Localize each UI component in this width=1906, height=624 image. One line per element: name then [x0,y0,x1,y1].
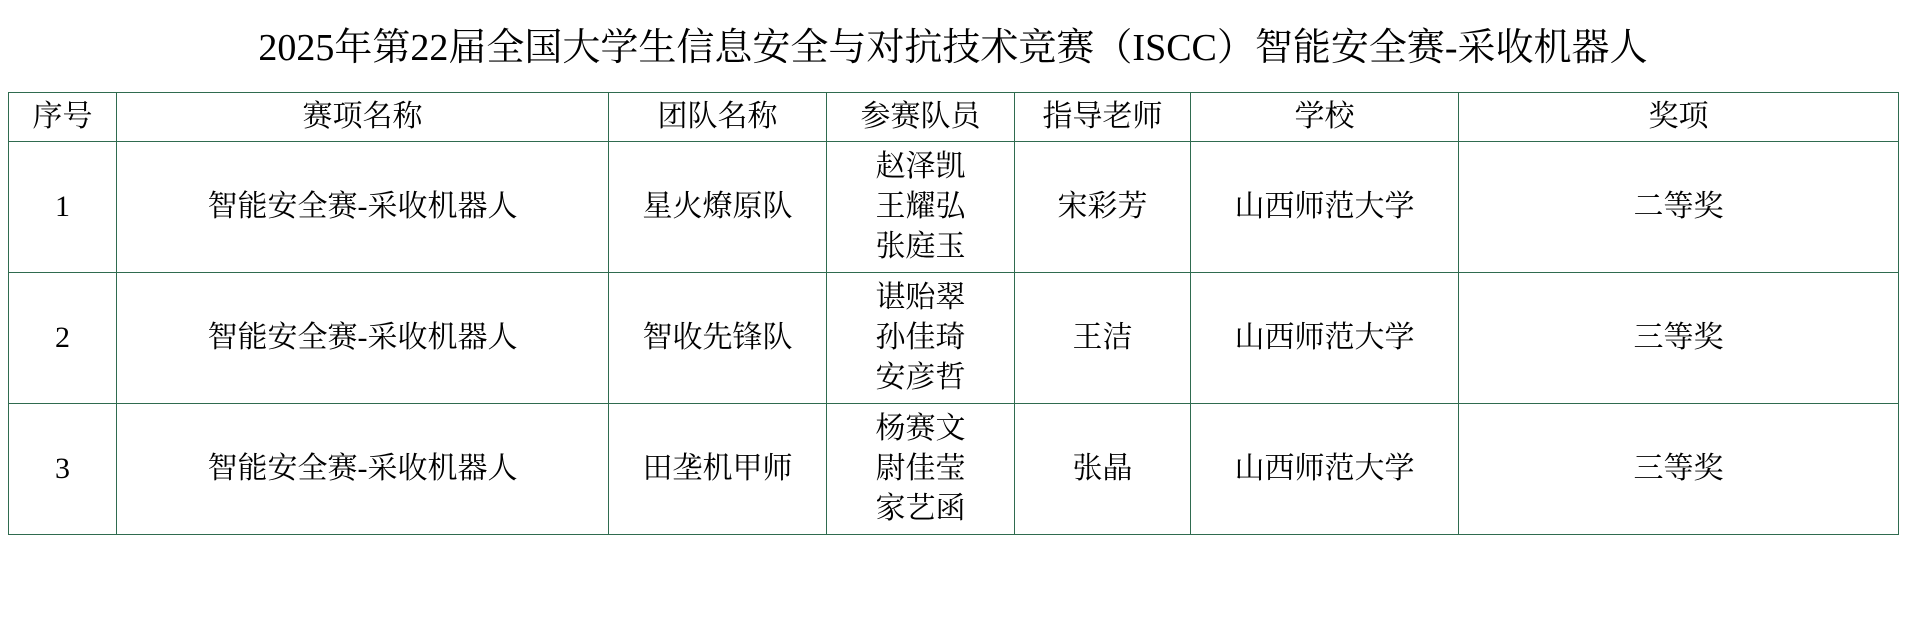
member-name: 杨赛文 [875,411,966,445]
member-name: 谌贻翠 [875,280,966,314]
table-header-row [9,92,1899,141]
cell-teacher: 王洁 [1015,272,1191,403]
cell-award: 二等奖 [1459,141,1899,272]
cell-no: 2 [9,272,117,403]
column-header-no: 序号 [9,92,117,141]
cell-school: 山西师范大学 [1191,272,1459,403]
award-results-table [8,92,1899,535]
member-name: 孙佳琦 [875,320,966,354]
member-name: 家艺函 [875,491,966,525]
cell-award: 三等奖 [1459,403,1899,534]
member-list [827,278,1014,398]
cell-award: 三等奖 [1459,272,1899,403]
table-body [9,141,1899,534]
member-name: 尉佳莹 [875,451,966,485]
member-name: 张庭玉 [875,229,966,263]
table-row [9,141,1899,272]
cell-members [827,403,1015,534]
cell-no: 1 [9,141,117,272]
table-header [9,92,1899,141]
cell-school: 山西师范大学 [1191,141,1459,272]
cell-event: 智能安全赛-采收机器人 [117,272,609,403]
cell-members [827,141,1015,272]
cell-team: 智收先锋队 [609,272,827,403]
column-header-award: 奖项 [1459,92,1899,141]
cell-teacher: 张晶 [1015,403,1191,534]
column-header-event: 赛项名称 [117,92,609,141]
cell-team: 田垄机甲师 [609,403,827,534]
column-header-teacher: 指导老师 [1015,92,1191,141]
cell-members [827,272,1015,403]
member-name: 赵泽凯 [875,149,966,183]
page-title: 2025年第22届全国大学生信息安全与对抗技术竞赛（ISCC）智能安全赛-采收机器人 [258,27,1648,69]
cell-team: 星火燎原队 [609,141,827,272]
cell-event: 智能安全赛-采收机器人 [117,141,609,272]
column-header-team: 团队名称 [609,92,827,141]
member-name: 王耀弘 [875,189,966,223]
member-list [827,409,1014,529]
table-row [9,403,1899,534]
column-header-members: 参赛队员 [827,92,1015,141]
cell-no: 3 [9,403,117,534]
column-header-school: 学校 [1191,92,1459,141]
table-row [9,272,1899,403]
cell-teacher: 宋彩芳 [1015,141,1191,272]
member-list [827,147,1014,267]
member-name: 安彦哲 [875,360,966,394]
cell-school: 山西师范大学 [1191,403,1459,534]
cell-event: 智能安全赛-采收机器人 [117,403,609,534]
